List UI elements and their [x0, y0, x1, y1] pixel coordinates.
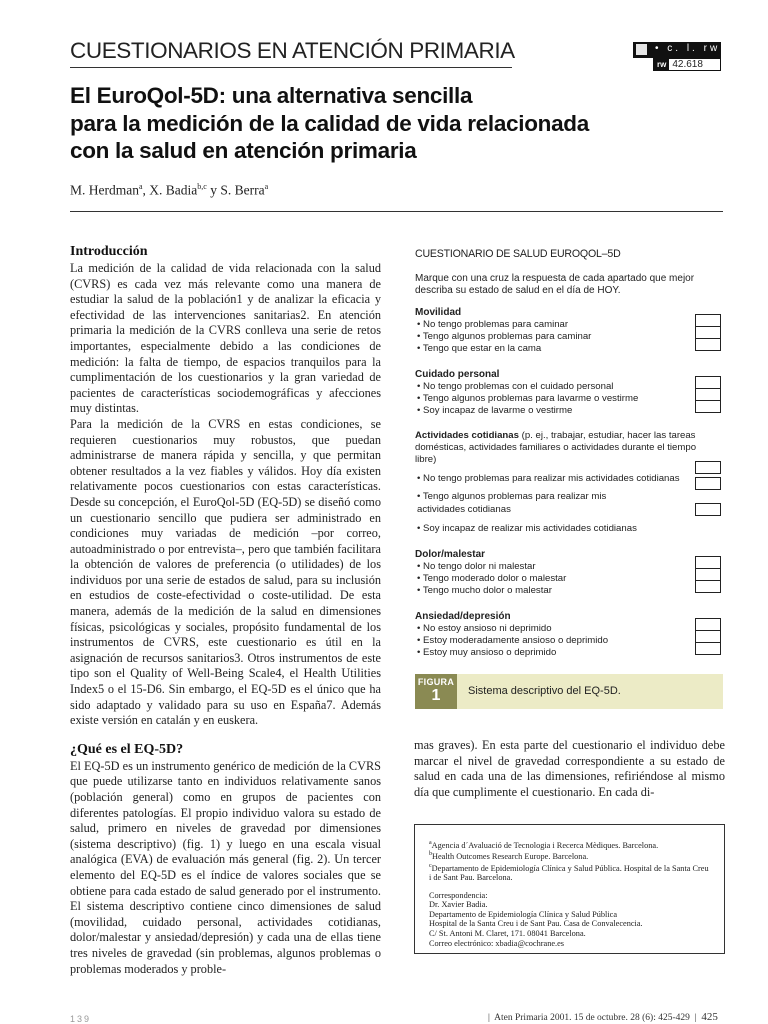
option-row — [415, 473, 685, 485]
answer-checkbox[interactable] — [695, 580, 721, 593]
answer-checkbox[interactable] — [695, 338, 721, 351]
option-label: • No estoy ansioso ni deprimido — [417, 622, 552, 634]
correspondence-line: Hospital de la Santa Creu i de Sant Pau. Casa de Convalecencia. — [429, 919, 643, 929]
affiliation-mark: a — [429, 840, 432, 846]
eq5d-heading: ¿Qué es el EQ-5D? — [70, 741, 184, 757]
affiliation-line — [429, 850, 712, 861]
journal-logo — [633, 42, 721, 72]
figure-label — [415, 674, 457, 709]
page-number: 425 — [701, 1011, 718, 1023]
answer-checkbox[interactable] — [695, 642, 721, 655]
option-row — [415, 381, 685, 393]
logo-number: 42.618 — [672, 59, 703, 70]
affiliation-line — [429, 862, 712, 883]
answer-checkbox[interactable] — [695, 461, 721, 474]
author-name: S. Berra — [220, 182, 265, 198]
dimension-movilidad — [415, 307, 723, 356]
section-divider — [70, 67, 512, 68]
option-label: • Tengo algunos problemas para lavarme o vestirme — [417, 392, 639, 404]
correspondence-line: Dr. Xavier Badia. — [429, 900, 488, 910]
title-line: para la medición de la calidad de vida relacionada — [70, 110, 589, 136]
author-affil-mark: a — [264, 182, 269, 191]
footer-folio: 139 — [70, 1014, 92, 1024]
author-name: X. Badia — [149, 182, 198, 198]
article-title — [70, 82, 710, 165]
journal-citation: Aten Primaria 2001. 15 de octubre. 28 (6): 425-429 — [494, 1013, 690, 1023]
correspondence-line: C/ St. Antoni M. Claret, 171. 08041 Barcelona. — [429, 929, 586, 939]
dimension-actividades-cotidianas — [415, 430, 723, 535]
author-sep: , — [142, 182, 150, 198]
intro-paragraph: La medición de la calidad de vida relacionada con la salud (CVRS) es cada vez más relevante como una manera de estudiar la salud de la población1 y de analizar la eficacia y efectividad de las intervenciones sanitarias2. En atención primaria la medición de la CVRS conlleva una serie de retos importantes, especialmente debido a las condiciones de medición: la falta de tiempo, de espacios tranquilos para la cumplimentación de los cuestionarios y la gran variedad de pacientes de características sociodemográficas y afecciones muy distintas. — [70, 261, 381, 416]
logo-square-icon — [636, 44, 647, 55]
option-label: • Tengo algunos problemas para realizar mis actividades cotidianas — [417, 491, 607, 515]
correspondence-line: Departamento de Epidemiología Clínica y Salud Pública — [429, 909, 618, 919]
option-label: • No tengo dolor ni malestar — [417, 561, 536, 573]
option-row — [415, 393, 685, 405]
option-label: • No tengo problemas para realizar mis actividades cotidianas — [417, 473, 680, 485]
dimension-title: Ansiedad/depresión — [415, 610, 511, 622]
option-label: • Tengo algunos problemas para caminar — [417, 331, 592, 343]
option-row — [415, 647, 685, 659]
option-row — [415, 343, 685, 355]
dimension-title-note: (p. ej., trabajar, estudiar, hacer las tareas domésticas, actividades familiares o actividades durante el tiempo libre) — [415, 430, 697, 466]
affiliation-mark: c — [429, 862, 432, 869]
affiliations-box — [414, 824, 725, 954]
affiliation-text: Agencia d´Avaluació de Tecnologia i Recerca Mèdiques. Barcelona. — [431, 840, 659, 850]
right-column — [414, 738, 725, 800]
questionnaire-instructions: Marque con una cruz la respuesta de cada apartado que mejor describa su estado de salud en el día de HOY. — [415, 273, 695, 296]
figure-label-word: FIGURA — [417, 677, 455, 687]
dimension-cuidado-personal — [415, 369, 723, 418]
figure-caption — [415, 674, 723, 709]
title-line: con la salud en atención primaria — [70, 138, 417, 163]
option-row — [415, 319, 685, 331]
affiliation-line — [429, 839, 712, 850]
answer-checkbox[interactable] — [695, 503, 721, 516]
option-label: • Estoy moderadamente ansioso o deprimido — [417, 634, 609, 646]
figure-caption-text: Sistema descriptivo del EQ-5D. — [468, 685, 621, 697]
option-label: • Soy incapaz de realizar mis actividades cotidianas — [417, 522, 637, 534]
author-list — [70, 182, 268, 199]
option-label: • Estoy muy ansioso o deprimido — [417, 647, 557, 659]
figure-questionnaire — [415, 248, 723, 659]
option-label: • Tengo moderado dolor o malestar — [417, 573, 567, 585]
logo-tag: rw — [654, 59, 669, 70]
dimension-dolor-malestar — [415, 549, 723, 598]
eq5d-paragraph: El EQ-5D es un instrumento genérico de medición de la CVRS que puede utilizarse tanto en individuos relativamente sanos (población general) como en grupos de pacientes con diferentes patologías. El propio individuo valora su estado de salud, primero en niveles de gravedad por dimensiones (sistema descriptivo) (fig. 1) y luego en una escala visual analógica (EVA) de evaluación más general (fig. 2). Un tercer elemento del EQ-5D es el índice de valores sociales que se obtiene para cada estado de salud generado por el instrumento. El sistema descriptivo contiene cinco dimensiones de salud (movilidad, cuidado personal, actividades cotidianas, dolor/malestar y ansiedad/depresión) y cada una de ellas tiene tres niveles de gravedad (sin problemas, algunos problemas o problemas moderados y proble- — [70, 758, 381, 976]
option-label: • Tengo que estar en la cama — [417, 343, 542, 355]
option-row — [415, 573, 685, 585]
dimension-ansiedad-depresion — [415, 611, 723, 660]
answer-checkbox[interactable] — [695, 400, 721, 413]
affiliation-text: Departamento de Epidemiología Clínica y Salud Pública. Hospital de la Santa Creu i de Sant Pau. Barcelona. — [429, 863, 709, 883]
left-column — [70, 244, 381, 977]
dimension-title: Movilidad — [415, 307, 462, 318]
authors-divider — [70, 211, 723, 212]
correspondence-label: Correspondencia: — [429, 890, 488, 900]
intro-heading: Introducción — [70, 244, 148, 259]
footer-citation: | Aten Primaria 2001. 15 de octubre. 28 (6): 425-429 | 425 — [488, 1011, 718, 1023]
author-affil-mark: b,c — [197, 182, 207, 191]
author-sep: y — [206, 182, 221, 198]
option-row — [415, 405, 685, 417]
intro-paragraph: Para la medición de la CVRS en estas condiciones, se requieren cuestionarios muy robustos, que puedan administrarse de manera rápida y sencilla, y que permitan obtener resultados a la vez fiables y válidos. Hoy día existen relativamente pocos cuestionarios con estas características. Desde su concepción, el EuroQol-5D (EQ-5D) se diseñó como un cuestionario sencillo que pudiera ser administrado en condiciones muy variadas de medición –por correo, autoadministrado o por entrevista–, pero que también facilitara la obtención de valores de preferencia (o utilidades) de los individuos por una serie de estados de salud, para su inclusión en estudios de coste-efectividad o coste-utilidad. De esta manera, además de la medición de la salud en dimensiones físicas, psicológicas y sociales, propósito fundamental de los instrumentos de CVRS, este cuestionario es útil en la asignación de recursos sanitarios3. Otros instrumentos de este tipo son el Quality of Well-Being Scale4, el Health Utilities Index5 o el 15-D6. Sin embargo, el EQ-5D es el único que ha sido adaptado y validado para su uso en España7. Además existe versión en catalán y en euskera. — [70, 416, 381, 728]
option-label: • No tengo problemas con el cuidado personal — [417, 380, 614, 392]
answer-checkbox[interactable] — [695, 477, 721, 490]
section-title: CUESTIONARIOS EN ATENCIÓN PRIMARIA — [70, 38, 515, 63]
option-row — [415, 635, 685, 647]
logo-text: • c. l. rw — [655, 43, 721, 54]
option-row — [415, 561, 685, 573]
affiliation-mark: b — [429, 851, 432, 858]
option-label: • Soy incapaz de lavarme o vestirme — [417, 405, 573, 417]
affiliation-text: Health Outcomes Research Europe. Barcelona. — [432, 852, 589, 862]
author-name: M. Herdman — [70, 182, 139, 198]
option-row — [415, 331, 685, 343]
title-line: El EuroQol-5D: una alternativa sencilla — [70, 83, 473, 108]
option-row — [415, 491, 630, 515]
figure-number: 1 — [431, 687, 441, 704]
spacer — [429, 883, 712, 891]
dimension-title: Dolor/malestar — [415, 549, 486, 561]
eq5d-paragraph-continued: mas graves). En esta parte del cuestionario el individuo debe marcar el nivel de gravedad correspondiente a su estado de salud en cada una de las dimensiones, refiriéndose al mismo día que cumplimente el cuestionario. En cada di- — [414, 738, 725, 799]
logo-id-box — [653, 58, 721, 71]
dimension-title-strong: Actividades cotidianas — [415, 430, 519, 442]
correspondence-email: Correo electrónico: xbadia@cochrane.es — [429, 938, 565, 948]
option-label: • Tengo mucho dolor o malestar — [417, 585, 552, 597]
option-row — [415, 523, 685, 535]
questionnaire-title: CUESTIONARIO DE SALUD EUROQOL–5D — [415, 248, 621, 260]
option-label: • No tengo problemas para caminar — [417, 319, 569, 330]
dimension-title — [415, 430, 705, 466]
author-affil-mark: a — [138, 182, 143, 191]
option-row — [415, 623, 685, 635]
option-row — [415, 585, 685, 597]
dimension-title: Cuidado personal — [415, 368, 500, 380]
logo-banner — [633, 42, 721, 58]
